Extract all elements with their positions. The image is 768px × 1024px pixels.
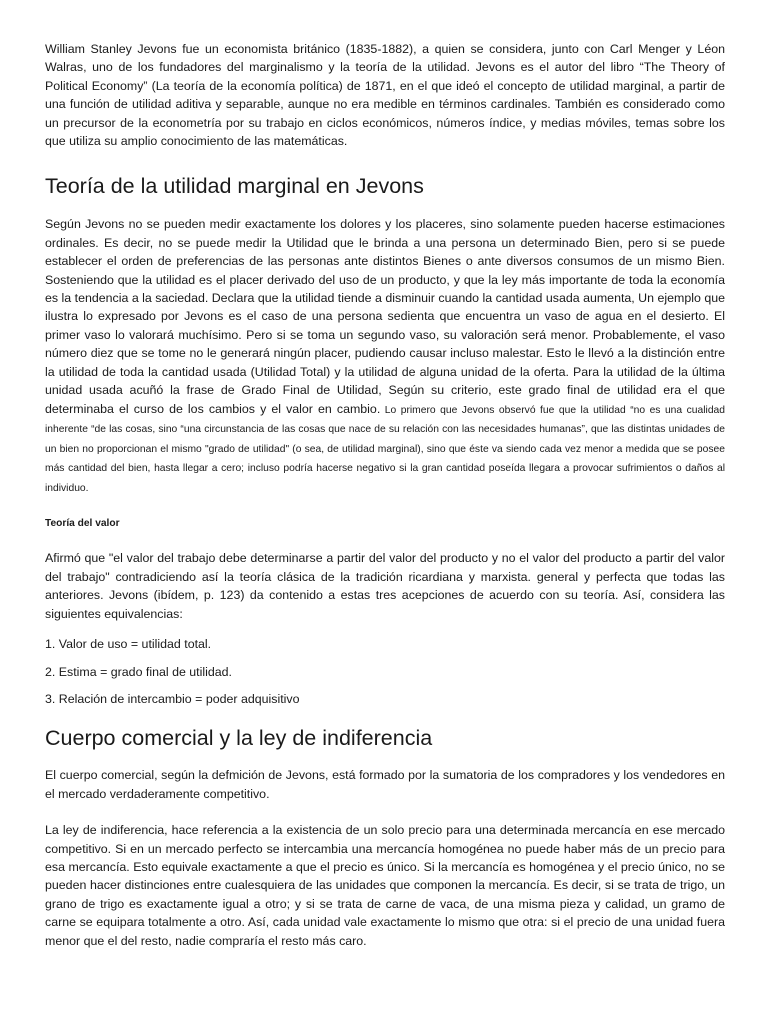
utilidad-body-text: Según Jevons no se pueden medir exactamente los dolores y los placeres, sino solamente pueden hacerse estimaciones ordinales. Es decir, no se puede medir la Utilidad que le brinda a una persona un determinado Bien, pero si se puede establecer el orden de preferencias de las personas ante distintos Bienes o ante diversos consumos de un mismo Bien. Sosteniendo que la utilidad es el placer derivado del uso de un producto, y que la ley más importante de toda la economía es la tendencia a la saciedad. Declara que la utilidad tiende a disminuir cuando la cantidad usada aumenta, Un ejemplo que ilustra lo expresado por Jevons es el caso de una persona sedienta que encuentra un vaso de agua en el desierto. El primer vaso lo valorará muchísimo. Pero si se toma un segundo vaso, su valoración será menor. Probablemente, el vaso número diez que se tome no le generará ningún placer, pudiendo causar incluso malestar. Esto le llevó a la distinción entre la utilidad de toda la cantidad usada (Utilidad Total) y la utilidad de alguna unidad de la oferta. Para la utilidad de la última unidad usada acuñó la frase de Grado Final de Utilidad, Según su criterio, este grado final de utilidad era el que determinaba el curso de los cambios y el valor en cambio. [45,217,725,416]
list-item: 1. Valor de uso = utilidad total. [45,637,212,652]
utilidad-paragraph [45,215,725,497]
utilidad-small-text: Lo primero que Jevons observó fue que la utilidad “no es una cualidad inherente “de las cosas, sino “una circunstancia de las cosas que nace de su relación con las necesidades humanas”, que las distintas unidades de un bien no proporcionan el mismo "grado de utilidad" (o sea, de utilidad marginal), sino que éste va siendo cada vez menor a medida que se posee más cantidad del bien, hasta llegar a cero; incluso podría hacerse negativo si la gran cantidad poseída llegara a provocar sufrimientos o daños al individuo. [45,404,725,494]
document-page [45,40,725,950]
cuerpo-comercial-paragraph: El cuerpo comercial, según la defmición de Jevons, está formado por la sumatoria de los compradores y los vendedores en el mercado verdaderamente competitivo. [45,768,725,801]
ley-indiferencia-paragraph: La ley de indiferencia, hace referencia a la existencia de un solo precio para una determinada mercancía en ese mercado competitivo. Si en un mercado perfecto se intercambia una mercancía homogénea no puede haber más de un precio para esa mercancía. Esto equivale exactamente a que el precio es único. Si la mercancía es homogénea y el precio único, no se pueden hacer distinciones entre cualesquiera de las unidades que componen la mercancía. Es decir, si se trata de trigo, un grano de trigo es exactamente igual a otro; y si se trata de carne de vaca, de una misma pieza y calidad, un gramo de carne se equipara totalmente a otro. Así, cada unidad vale exactamente lo mismo que otra: si el precio de una unidad fuera menor que el del resto, nadie compraría el resto más caro. [45,823,725,948]
list-item: 3. Relación de intercambio = poder adquisitivo [45,691,300,706]
valor-paragraph: Afirmó que "el valor del trabajo debe determinarse a partir del valor del producto y no el valor del producto a partir del valor del trabajo" contradiciendo así la teoría clásica de la tradición ricardiana y marxista. general y perfecta que todas las anteriores. Jevons (ibídem, p. 123) da contenido a estas tres acepciones de acuerdo con su teoría. Así, considera las siguientes equivalencias: [45,551,725,621]
heading-utilidad-marginal: Teoría de la utilidad marginal en Jevons [45,174,424,199]
heading-cuerpo-comercial: Cuerpo comercial y la ley de indiferencia [45,726,433,751]
intro-paragraph: William Stanley Jevons fue un economista británico (1835-1882), a quien se considera, junto con Carl Menger y Léon Walras, uno de los fundadores del marginalismo y la teoría de la utilidad. Jevons es el autor del libro “The Theory of Political Economy” (La teoría de la economía política) de 1871, en el que ideó el concepto de utilidad marginal, a partir de una función de utilidad aditiva y separable, aunque no era medible en términos cardinales. También es considerado como un precursor de la econometría por su trabajo en ciclos económicos, números índice, y medias móviles, temas sobre los que utiliza su amplio conocimiento de las matemáticas. [45,42,725,149]
list-item: 2. Estima = grado final de utilidad. [45,664,233,679]
heading-teoria-valor: Teoría del valor [45,518,120,530]
